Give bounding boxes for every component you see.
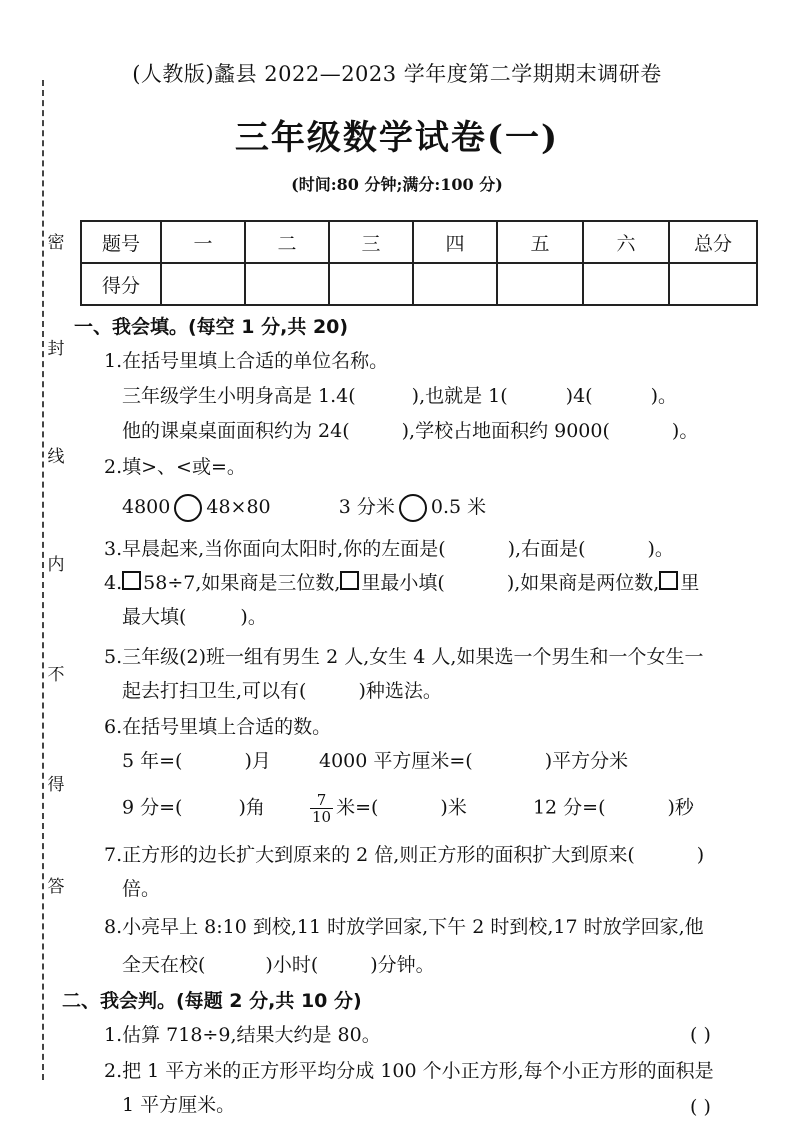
q5-line-1: 5.三年级(2)班一组有男生 2 人,女生 4 人,如果选一个男生和一个女生一 [104,646,704,668]
row-label-question-number: 题号 [81,221,161,263]
score-table [80,220,758,306]
margin-char: 封 [44,338,68,360]
score-cell[interactable] [669,263,757,305]
compare-circle[interactable] [174,494,202,522]
binding-margin [0,0,70,1124]
margin-char: 线 [44,446,68,468]
q1-line-2: 他的课桌桌面面积约为 24( ),学校占地面积约 9000( )。 [122,420,699,442]
q2-prompt: 2.填>、<或=。 [104,456,246,478]
q7-line-1: 7.正方形的边长扩大到原来的 2 倍,则正方形的面积扩大到原来( ) [104,844,705,866]
score-cell[interactable] [583,263,669,305]
q2-comparisons: 4800 48×80 3 分米 0.5 米 [122,494,486,522]
margin-char: 内 [44,554,68,576]
q6-line-1: 5 年=( )月 4000 平方厘米=( )平方分米 [122,750,629,772]
exam-time-info: (时间:80 分钟;满分:100 分) [291,175,503,194]
box-blank[interactable] [122,571,141,590]
exam-subtitle: (人教版)蠡县 2022—2023 学年度第二学期期末调研卷 [132,62,662,86]
score-cell[interactable] [161,263,245,305]
score-cell[interactable] [329,263,413,305]
margin-char: 答 [44,876,68,898]
column-header: 二 [245,221,329,263]
margin-char: 密 [44,232,68,254]
row-label-score: 得分 [81,263,161,305]
column-header: 六 [583,221,669,263]
q1-prompt: 1.在括号里填上合适的单位名称。 [104,350,389,372]
score-cell[interactable] [245,263,329,305]
score-cell[interactable] [497,263,583,305]
judge-q1: 1.估算 718÷9,结果大约是 80。 [104,1024,381,1046]
score-cell[interactable] [413,263,497,305]
box-blank[interactable] [340,571,359,590]
binding-dashed-line [42,80,44,1080]
fraction-seven-tenths: $\frac{7}{10}$ [311,791,332,826]
section-1-heading: 一、我会填。(每空 1 分,共 20) [74,316,349,338]
column-header: 五 [497,221,583,263]
judge-q2-line-2: 1 平方厘米。 [122,1094,236,1116]
score-table-header-row [81,221,757,263]
q8-line-2: 全天在校( )小时( )分钟。 [122,954,435,976]
q4-line-1: 4. 58÷7,如果商是三位数, 里最小填( ),如果商是两位数, 里 [104,572,700,594]
margin-char: 不 [44,664,68,686]
column-header: 三 [329,221,413,263]
q4-line-2: 最大填( )。 [122,606,267,628]
column-header: 四 [413,221,497,263]
compare-circle[interactable] [399,494,427,522]
q5-line-2: 起去打扫卫生,可以有( )种选法。 [122,680,442,702]
q6-line-2: 9 分=( )角 $\frac{7}{10}$ 米=( )米 12 分=( )秒 [122,791,694,826]
q6-prompt: 6.在括号里填上合适的数。 [104,716,332,738]
column-header: 总分 [669,221,757,263]
section-2-heading: 二、我会判。(每题 2 分,共 10 分) [62,990,362,1012]
judge-answer-paren[interactable]: ( ) [690,1096,711,1118]
box-blank[interactable] [659,571,678,590]
judge-q2-line-1: 2.把 1 平方米的正方形平均分成 100 个小正方形,每个小正方形的面积是 [104,1060,714,1082]
q7-line-2: 倍。 [122,878,161,900]
exam-title: 三年级数学试卷(一) [234,118,560,158]
score-table-score-row [81,263,757,305]
q3: 3.早晨起来,当你面向太阳时,你的左面是( ),右面是( )。 [104,538,674,560]
q1-line-1: 三年级学生小明身高是 1.4( ),也就是 1( )4( )。 [122,385,678,407]
judge-answer-paren[interactable]: ( ) [690,1024,711,1046]
q8-line-1: 8.小亮早上 8:10 到校,11 时放学回家,下午 2 时到校,17 时放学回家,他 [104,916,704,938]
column-header: 一 [161,221,245,263]
margin-char: 得 [44,774,68,796]
